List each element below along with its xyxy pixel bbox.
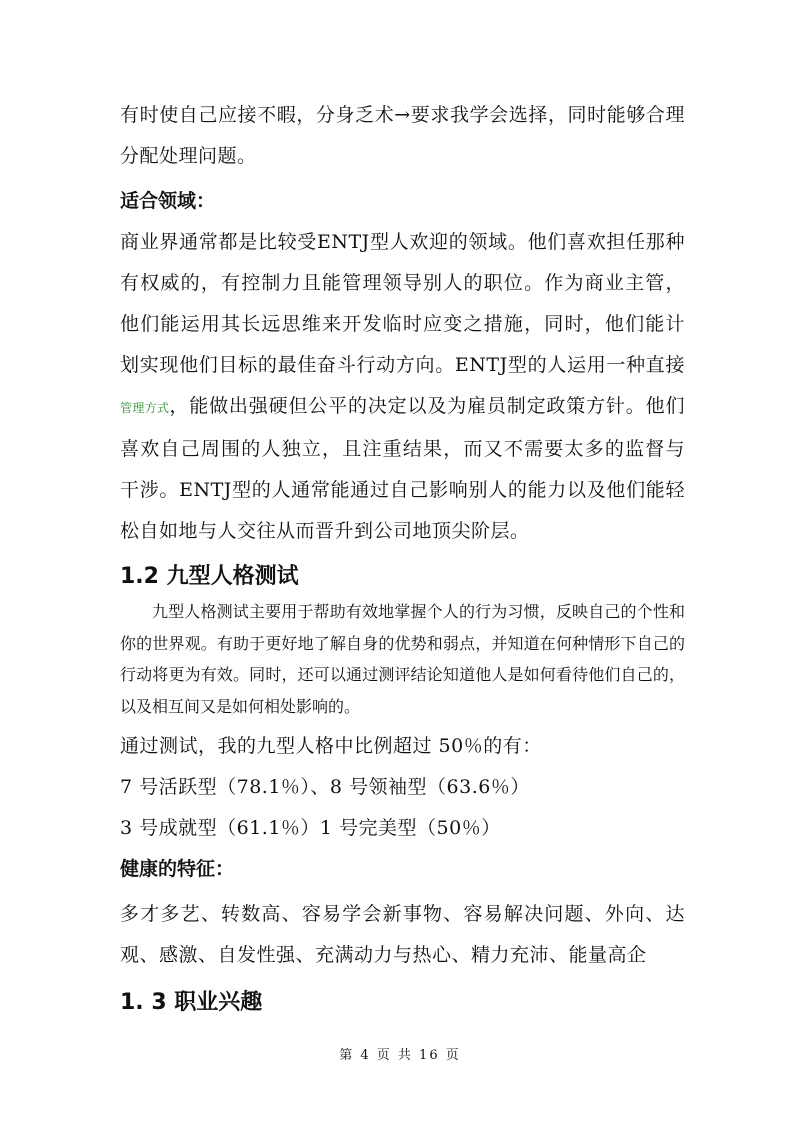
paragraph-enneagram-intro: 九型人格测试主要用于帮助有效地掌握个人的行为习惯，反映自己的个性和你的世界观。有助于更好地了解自身的优势和弱点，并知道在何种情形下自己的行动将更为有效。同时，还可以通过测评结论知道他人是如何看待他们自己的，以及相互间又是如何相处影响的。 xyxy=(120,602,685,716)
fields-text-before: 商业界通常都是比较受ENTJ型人欢迎的领域。他们喜欢担任那种有权威的，有控制力且能管理领导别人的职位。作为商业主管，他们能运用其长远思维来开发临时应变之措施，同时，他们能计划实现他们目标的最佳奋斗行动方向。ENTJ型的人运用一种直接 xyxy=(120,231,685,376)
paragraph-time-management: 有时使自己应接不暇，分身乏术→要求我学会选择，同时能够合理分配处理问题。 xyxy=(120,104,685,167)
paragraph-healthy-traits: 多才多艺、转数高、容易学会新事物、容易解决问题、外向、达观、感激、自发性强、充满动力与热心、精力充沛、能量高企 xyxy=(120,903,685,966)
section-title-career-interest: 1. 3 职业兴趣 xyxy=(120,990,263,1015)
enneagram-result-lead: 通过测试，我的九型人格中比例超过 50％的有： xyxy=(120,735,542,757)
page-footer: 第 4 页 共 16 页 xyxy=(339,1048,461,1063)
page-content xyxy=(120,95,685,1022)
enneagram-result-line-2: 3 号成就型（61.1％）1 号完美型（50％） xyxy=(120,817,501,839)
paragraph-suitable-fields xyxy=(120,222,685,552)
management-style-annotation: 管理方式 xyxy=(120,401,170,415)
heading-healthy-traits: 健康的特征： xyxy=(120,858,235,880)
enneagram-result-line-1: 7 号活跃型（78.1％）、8 号领袖型（63.6％） xyxy=(120,776,530,798)
heading-suitable-fields: 适合领域： xyxy=(120,190,216,212)
section-title-enneagram: 1.2 九型人格测试 xyxy=(120,564,299,589)
fields-text-after: ，能做出强硬但公平的决定以及为雇员制定政策方针。他们喜欢自己周围的人独立，且注重结果，而又不需要太多的监督与干涉。ENTJ型的人通常能通过自己影响别人的能力以及他们能轻松自如地与人交往从而晋升到公司地顶尖阶层。 xyxy=(120,395,685,542)
